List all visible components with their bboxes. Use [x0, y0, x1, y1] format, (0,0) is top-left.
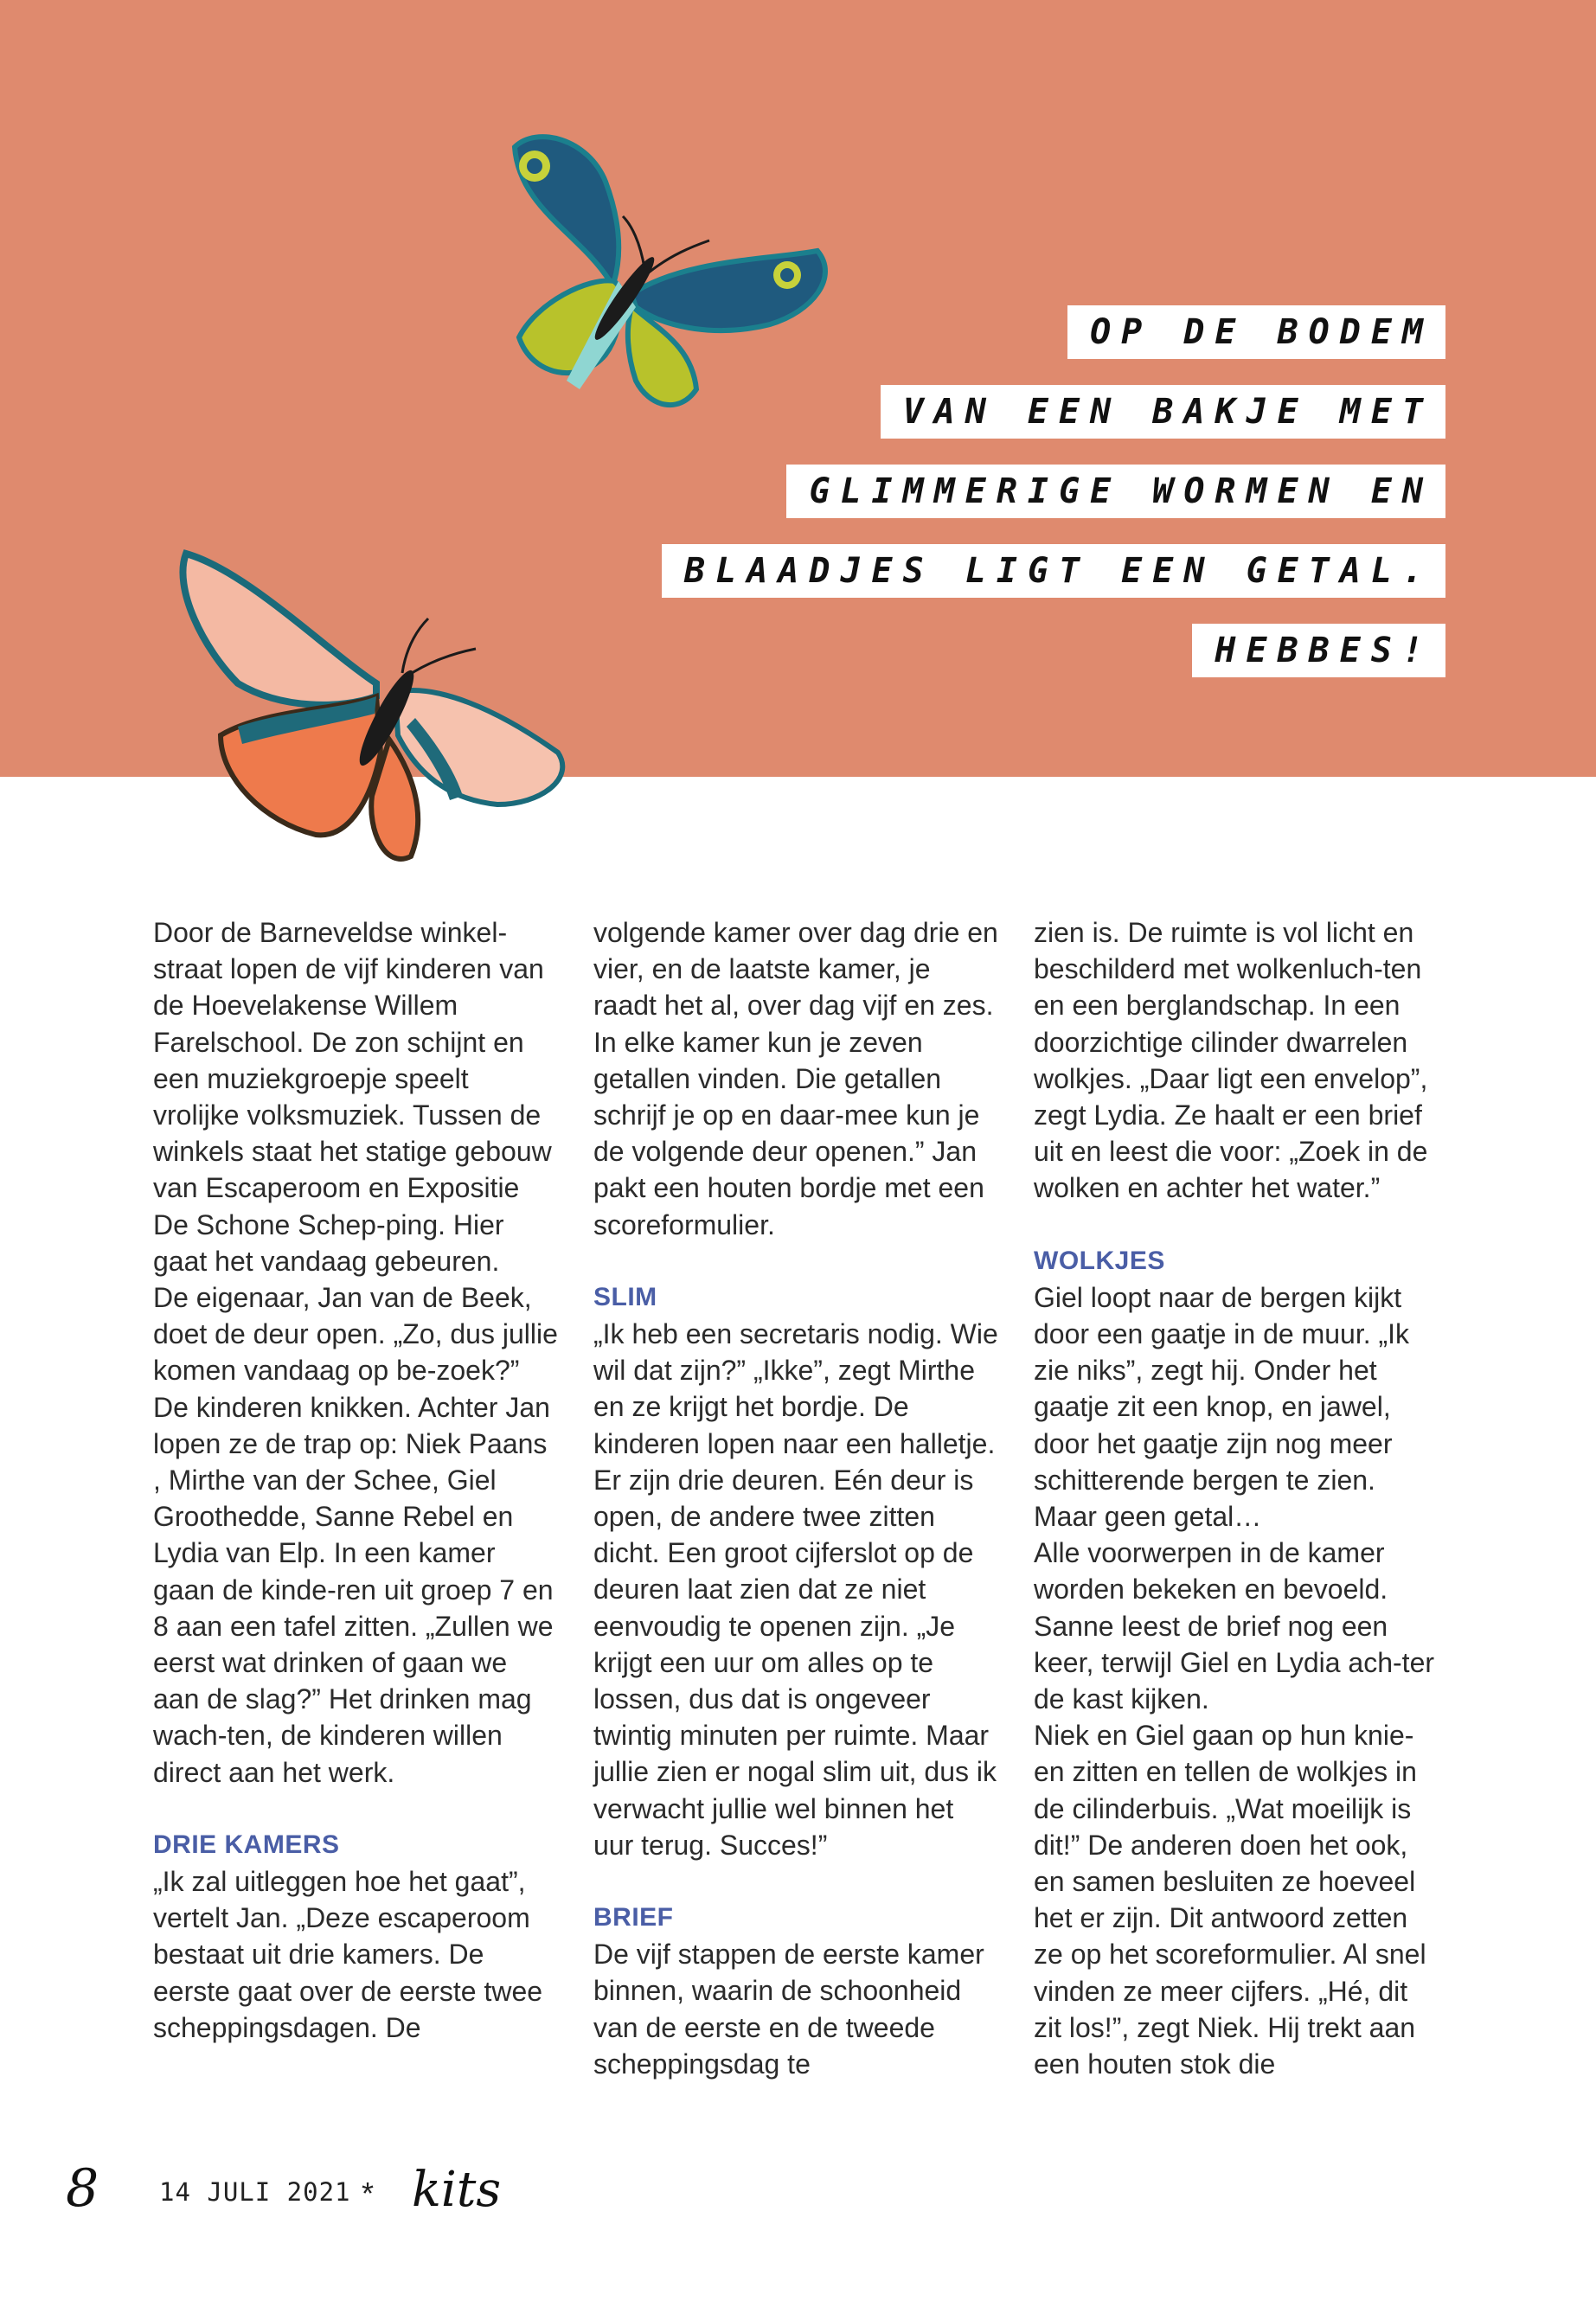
paragraph: „Ik zal uitleggen hoe het gaat”, vertelt Jan. „Deze escaperoom bestaat uit drie kamers. De eerste gaat over de eerste twee scheppingsdagen. De [153, 1866, 543, 2043]
paragraph: Giel loopt naar de bergen kijkt door een gaatje in de muur. „Ik zie niks”, zegt hij. Onder het gaatje zit een knop, en jawel, door het gaatje zijn nog meer schitterende bergen te zien. Maar geen getal… [1034, 1281, 1410, 1533]
article-column-3 [1034, 914, 1440, 2082]
quote-line-1: OP DE BODEM [1067, 305, 1445, 359]
section-heading-slim: SLIM [593, 1282, 657, 1311]
article-column-1 [153, 914, 560, 2046]
paragraph: zien is. De ruimte is vol licht en beschilderd met wolkenluch-ten en een berglandschap. In een doorzichtige cilinder dwarrelen wolkjes. „Daar ligt een envelop”, zegt Lydia. Ze haalt er een brief uit en leest die voor: „Zoek in de wolken en achter het water.” [1034, 917, 1428, 1204]
paragraph: De vijf stappen de eerste kamer binnen, waarin de schoonheid van de eerste en de tweede scheppingsdag te [593, 1939, 984, 2080]
blue-butterfly-illustration [484, 130, 848, 424]
quote-line-3: GLIMMERIGE WORMEN EN [786, 465, 1445, 518]
magazine-brand: kits [412, 2162, 502, 2218]
paragraph: Alle voorwerpen in de kamer worden bekeken en bevoeld. Sanne leest de brief nog een keer, terwijl Giel en Lydia ach-ter de kast kijken. [1034, 1537, 1435, 1715]
paragraph: Door de Barneveldse winkel-straat lopen de vijf kinderen van de Hoevelakense Willem Farelschool. De zon schijnt en een muziekgroepje speelt vrolijke volksmuziek. Tussen de winkels staat het statige gebouw van Escaperoom en Expositie De Schone Schep-ping. Hier gaat het vandaag gebeuren. [153, 917, 552, 1277]
quote-line-5: HEBBES! [1192, 624, 1445, 677]
issue-date: 14 JULI 2021 [159, 2177, 351, 2207]
paragraph: „Ik heb een secretaris nodig. Wie wil dat zijn?” „Ikke”, zegt Mirthe en ze krijgt het bordje. De kinderen lopen naar een halletje. Er zijn drie deuren. Eén deur is open, de andere twee zitten dicht. Een groot cijferslot op de deuren laat zien dat ze niet eenvoudig te openen zijn. „Je krijgt een uur om alles op te lossen, dus dat is ongeveer twintig minuten per ruimte. Maar jullie zien er nogal slim uit, dus ik verwacht jullie wel binnen het uur terug. Succes!” [593, 1318, 998, 1861]
article-column-2 [593, 914, 1000, 2082]
orange-butterfly-illustration [169, 536, 584, 882]
asterisk-separator: * [362, 2176, 375, 2211]
section-heading-drie-kamers: DRIE KAMERS [153, 1830, 340, 1859]
quote-line-2: VAN EEN BAKJE MET [881, 385, 1445, 439]
page-number: 8 [66, 2158, 99, 2219]
quote-line-4: BLAADJES LIGT EEN GETAL. [662, 544, 1445, 598]
section-heading-wolkjes: WOLKJES [1034, 1246, 1165, 1275]
paragraph: volgende kamer over dag drie en vier, en de laatste kamer, je raadt het al, over dag vijf en zes. In elke kamer kun je zeven getallen vinden. Die getallen schrijf je op en daar-mee kun je de volgende deur openen.” Jan pakt een houten bordje met een scoreformulier. [593, 917, 998, 1240]
paragraph: De eigenaar, Jan van de Beek, doet de deur open. „Zo, dus jullie komen vandaag op be-zoek?” De kinderen knikken. Achter Jan lopen ze de trap op: Niek Paans , Mirthe van der Schee, Giel Groothedde, Sanne Rebel en Lydia van Elp. In een kamer gaan de kinde-ren uit groep 7 en 8 aan een tafel zitten. „Zullen we eerst wat drinken of gaan we aan de slag?” Het drinken mag wach-ten, de kinderen willen direct aan het werk. [153, 1282, 558, 1788]
section-heading-brief: BRIEF [593, 1903, 674, 1932]
paragraph: Niek en Giel gaan op hun knie-en zitten en tellen de wolkjes in de cilinderbuis. „Wat moeilijk is dit!” De anderen doen het ook, en samen besluiten ze hoeveel het er zijn. Dit antwoord zetten ze op het scoreformulier. Al snel vinden ze meer cijfers. „Hé, dit zit los!”, zegt Niek. Hij trekt aan een houten stok die [1034, 1720, 1426, 2080]
